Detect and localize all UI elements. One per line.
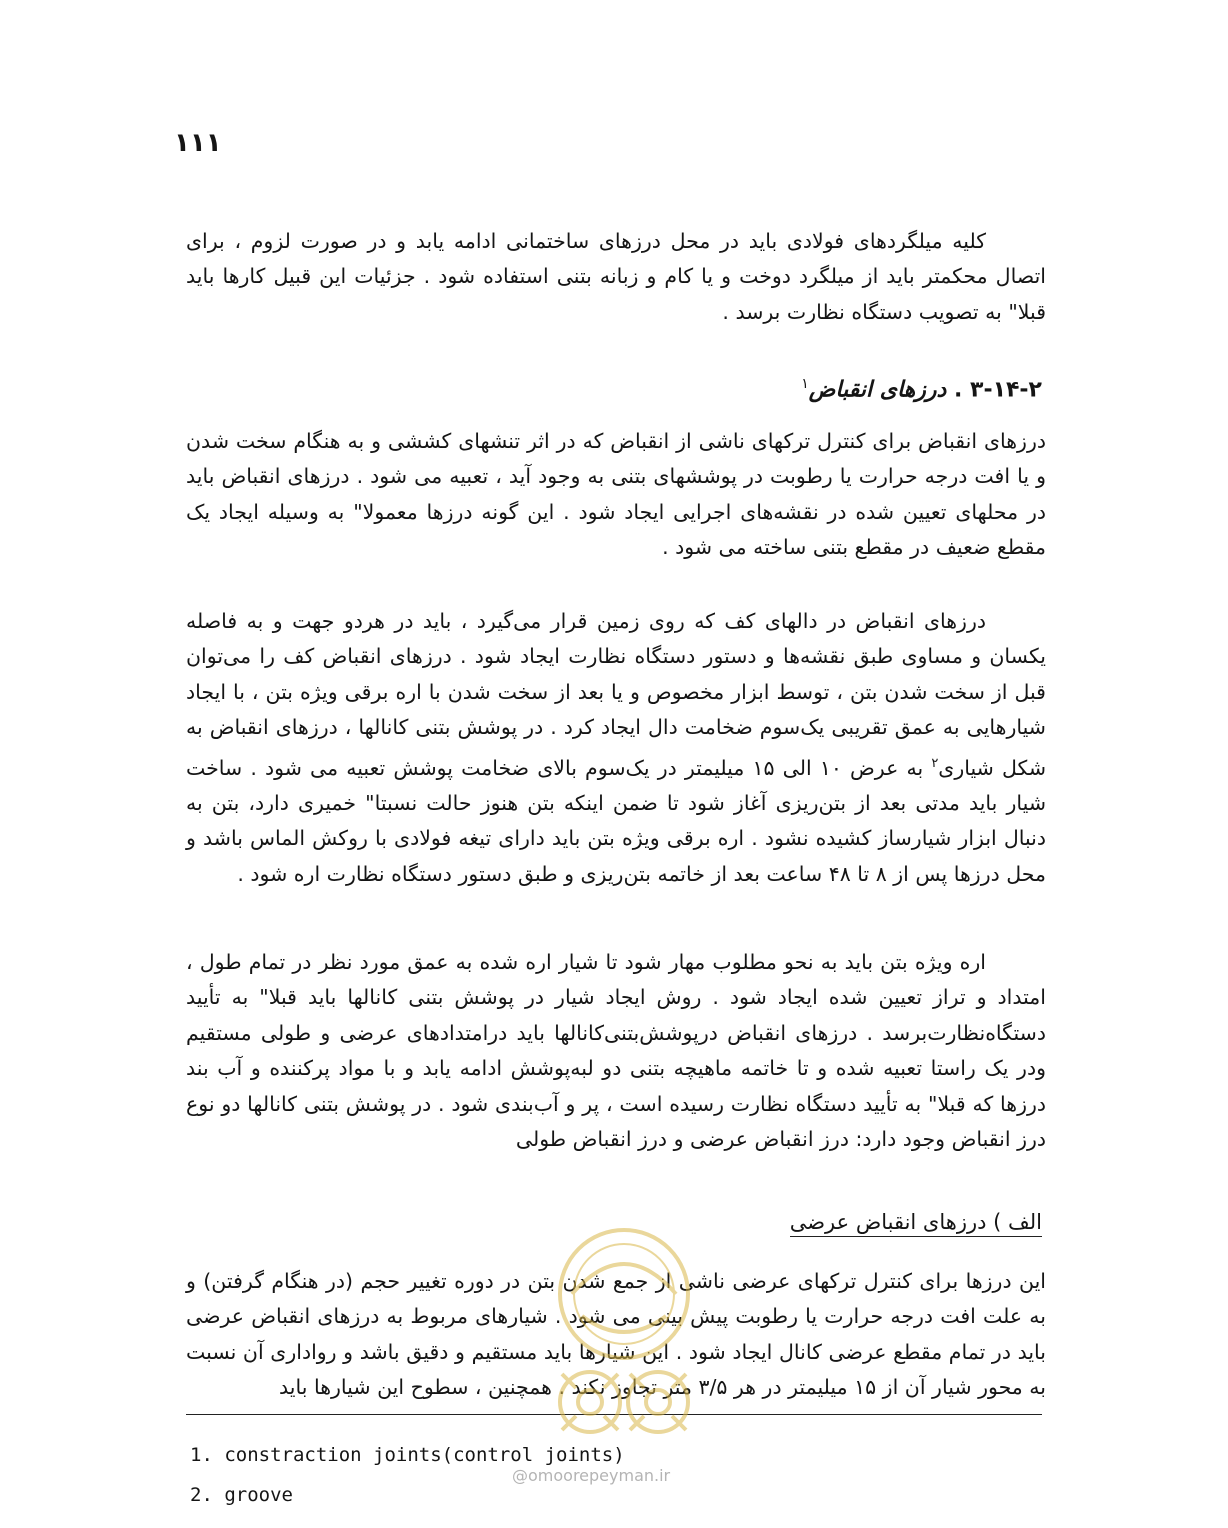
footnote-2: 2. groove — [190, 1484, 293, 1506]
watermark-stamp-logo — [542, 1224, 706, 1452]
paragraph-text: اره ویژه بتن باید به نحو مطلوب مهار شود تا شیار اره شده به عمق مورد نظر در تمام طول ، امتداد و تراز تعیین شده ایجاد شود . روش ایجاد شیار در پوشش بتنی کانالها باید قبلا" به تأیید دستگاه‌نظارت‌برسد . درزهای انقباض درپوشش‌بتنی‌کانالها باید درامتدادهای عرضی و طولی مستقیم ودر یک راستا تعبیه شده و تا خاتمه ماهیچه بتنی دو لبه‌پوشش ادامه یابد و با مواد پرکننده و آب بند درزها که قبلا" به تأیید دستگاه نظارت رسیده است ، پر و آب‌بندی شود . در پوشش بتنی کانالها دو نوع درز انقباض وجود دارد: درز انقباض عرضی و درز انقباض طولی — [186, 950, 1046, 1152]
footnote-1: 1. constraction joints(control joints) — [190, 1444, 625, 1466]
watermark-text: @omoorepeyman.ir — [512, 1466, 671, 1485]
paragraph-text: کلیه میلگردهای فولادی باید در محل درزهای ساختمانی ادامه یابد و در صورت لزوم ، برای اتصال محکمتر باید از میلگرد دوخت و یا کام و زبانه بتنی استفاده شود . جزئیات این قبیل کارها باید قبلا" به تصویب دستگاه نظارت برسد . — [186, 229, 1046, 324]
page-number: ۱۱۱ — [174, 128, 222, 158]
section-title: درزهای انقباض — [808, 377, 947, 403]
sub-heading-transverse-joints: الف ) درزهای انقباض عرضی — [790, 1210, 1042, 1237]
paragraph-text: این درزها برای کنترل ترکهای عرضی ناشی از جمع شدن بتن در دوره تغییر حجم (در هنگام گرفتن) و به علت افت درجه حرارت یا رطوبت پیش بینی می شود . شیارهای مربوط به درزهای انقباض عرضی باید در تمام مقطع عرضی کانال ایجاد شود . این شیارها باید مستقیم و دقیق باشد و رواداری آن نسبت به محور شیار آن از ۱۵ میلیمتر در هر ۳/۵ متر تجاوز نکند . همچنین ، سطوح این شیارها باید — [186, 1269, 1046, 1400]
paragraph-saw-cutting — [186, 945, 1046, 1157]
paragraph-construction-joint-rebar — [186, 224, 1046, 330]
footnote-mark: ۲ — [931, 755, 939, 771]
paragraph-part-b: به عرض ۱۰ الی ۱۵ میلیمتر در یک‌سوم بالای ضخامت پوشش تعبیه می شود . ساخت شیار باید مدتی بعد از بتن‌ریزی آغاز شود تا ضمن اینکه بتن هنوز حالت نسبتا" خمیری دارد، بتن به دنبال ابزار شیارساز کشیده نشود . اره برقی ویژه بتن باید دارای تیغه فولادی با روکش الماس باشد و محل درزها پس از ۸ تا ۴۸ ساعت بعد از خاتمه بتن‌ریزی و طبق دستور دستگاه نظارت اره شود . — [186, 755, 1046, 886]
paragraph-slab-joints — [186, 604, 1046, 892]
section-footnote-mark: ۱ — [801, 376, 809, 392]
section-number: ۳-۱۴-۲ . — [953, 377, 1042, 403]
paragraph-text — [186, 604, 1046, 892]
section-heading — [801, 376, 1042, 402]
paragraph-contraction-joints-intro — [186, 424, 1046, 566]
paragraph-text: درزهای انقباض برای کنترل ترکهای ناشی از انقباض که در اثر تنشهای کششی و به هنگام سخت شدن و یا افت درجه حرارت یا رطوبت در پوششهای بتنی به وجود آید ، تعبیه می شود . درزهای انقباض باید در محلهای تعیین شده در نقشه‌های اجرایی ایجاد شود . این گونه درزها معمولا" به وسیله ایجاد یک مقطع ضعیف در مقطع بتنی ساخته می شود . — [186, 429, 1046, 560]
paragraph-part-a: درزهای انقباض در دالهای کف که روی زمین قرار می‌گیرد ، باید در هردو جهت و به فاصله یکسان و مساوی طبق نقشه‌ها و دستور دستگاه نظارت ایجاد شود . درزهای انقباض کف را می‌توان قبل از سخت شدن بتن ، توسط ابزار مخصوص و یا بعد از سخت شدن با اره برقی ویژه بتن ، با ایجاد شیارهایی به عمق تقریبی یک‌سوم ضخامت دال ایجاد کرد . در پوشش بتنی کانالها ، درزهای انقباض به شکل شیاری — [186, 609, 1047, 780]
